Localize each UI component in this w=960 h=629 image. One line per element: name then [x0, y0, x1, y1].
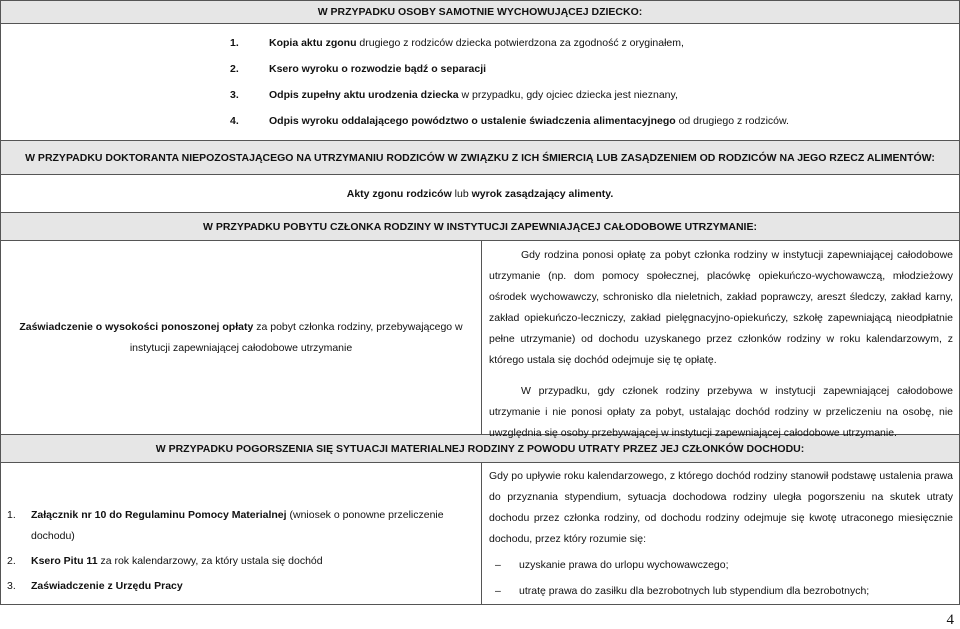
requirement-text: Akty zgonu rodziców lub wyrok zasądzający alimenty. [346, 187, 614, 200]
section-header-single-parent [1, 0, 959, 24]
paragraph: W przypadku, gdy członek rodziny przebywa w instytucji zapewniającej całodobowe utrzymanie i nie ponosi opłaty za pobyt, ustalając dochód rodziny w przeliczeniu na osobę, nie uwzględnia się osoby przebywającej w instytucji zapewniającej całodobowe utrzymanie. [489, 385, 953, 439]
list-item: 3. Odpis zupełny aktu urodzenia dziecka w przypadku, gdy ojciec dziecka jest nieznany, [230, 89, 678, 101]
list-item: – uzyskanie prawa do urlopu wychowawczego; [495, 559, 729, 571]
list-item: 3. Zaświadczenie z Urzędu Pracy [7, 580, 183, 592]
section-header-institution [1, 213, 959, 241]
paragraph: Gdy rodzina ponosi opłatę za pobyt członka rodziny w instytucji zapewniającej całodobowe utrzymanie (np. dom pomocy społecznej, placówkę opiekuńczo-wychowawczą, młodzieżowy ośrodek wychowawczy, schronisko dla nieletnich, zakład poprawczy, areszt śledczy, zakład karny, zakład opiekuńczo-leczniczy, zakład pielęgnacyjno-opiekuńczy, szkołę zapewniającą nieodpłatnie pełne utrzymanie) od dochodu uzyskanego przez członków rodziny w roku kalendarzowym, z którego ustala się dochód odejmuje się tę opłatę. [489, 249, 953, 366]
section-title: W PRZYPADKU DOKTORANTA NIEPOZOSTAJĄCEGO NA UTRZYMANIU RODZICÓW W ZWIĄZKU Z ICH ŚMIERCIĄ LUB ZASĄDZENIEM OD RODZICÓW NA JEGO RZECZ ALIMENTÓW: [25, 151, 935, 164]
list-item: 1. Załącznik nr 10 do Regulaminu Pomocy Materialnej (wniosek o ponowne przeliczenie dochodu) [7, 509, 444, 542]
income-loss-right-cell [482, 463, 959, 604]
section-title: W PRZYPADKU POBYTU CZŁONKA RODZINY W INSTYTUCJI ZAPEWNIAJĄCEJ CAŁODOBOWE UTRZYMANIE: [203, 220, 757, 233]
page-number: 4 [946, 612, 954, 628]
list-item: 2. Ksero Pitu 11 za rok kalendarzowy, za który ustala się dochód [7, 555, 323, 567]
list-item: 4. Odpis wyroku oddalającego powództwo o ustalenie świadczenia alimentacyjnego od drugiego z rodziców. [230, 115, 789, 127]
section-header-doctoral [1, 141, 959, 175]
section-body-doctoral [1, 175, 959, 213]
institution-left-cell: Zaświadczenie o wysokości ponoszonej opłaty za pobyt członka rodziny, przebywającego w instytucji zapewniającej całodobowe utrzymanie [1, 241, 482, 434]
list-item: 1. Kopia aktu zgonu drugiego z rodziców dziecka potwierdzona za zgodność z oryginałem, [230, 37, 684, 49]
institution-right-cell [482, 241, 959, 439]
list-item: – utratę prawa do zasiłku dla bezrobotnych lub stypendium dla bezrobotnych; [495, 585, 870, 597]
income-loss-left-cell [1, 463, 482, 604]
document-list [1, 30, 959, 134]
section-body-single-parent [1, 24, 959, 141]
paragraph: Gdy po upływie roku kalendarzowego, z którego dochód rodziny stanowił podstawę ustalenia prawa do przyznania stypendium, sytuacja dochodowa rodziny uległa pogorszeniu na skutek utraty dochodu przez członka rodziny, od dochodu rodziny odejmuje się kwotę utraconego miesięcznie dochodu, przez który rozumie się: [489, 470, 953, 545]
section-body-income-loss [1, 463, 959, 605]
section-title: W PRZYPADKU OSOBY SAMOTNIE WYCHOWUJĄCEJ DZIECKO: [317, 6, 643, 18]
section-title: W PRZYPADKU POGORSZENIA SIĘ SYTUACJI MATERIALNEJ RODZINY Z POWODU UTRATY PRZEZ JEJ CZŁONKÓW DOCHODU: [155, 442, 805, 455]
section-body-institution [1, 241, 959, 439]
list-item: 2. Ksero wyroku o rozwodzie bądź o separacji [230, 63, 487, 75]
